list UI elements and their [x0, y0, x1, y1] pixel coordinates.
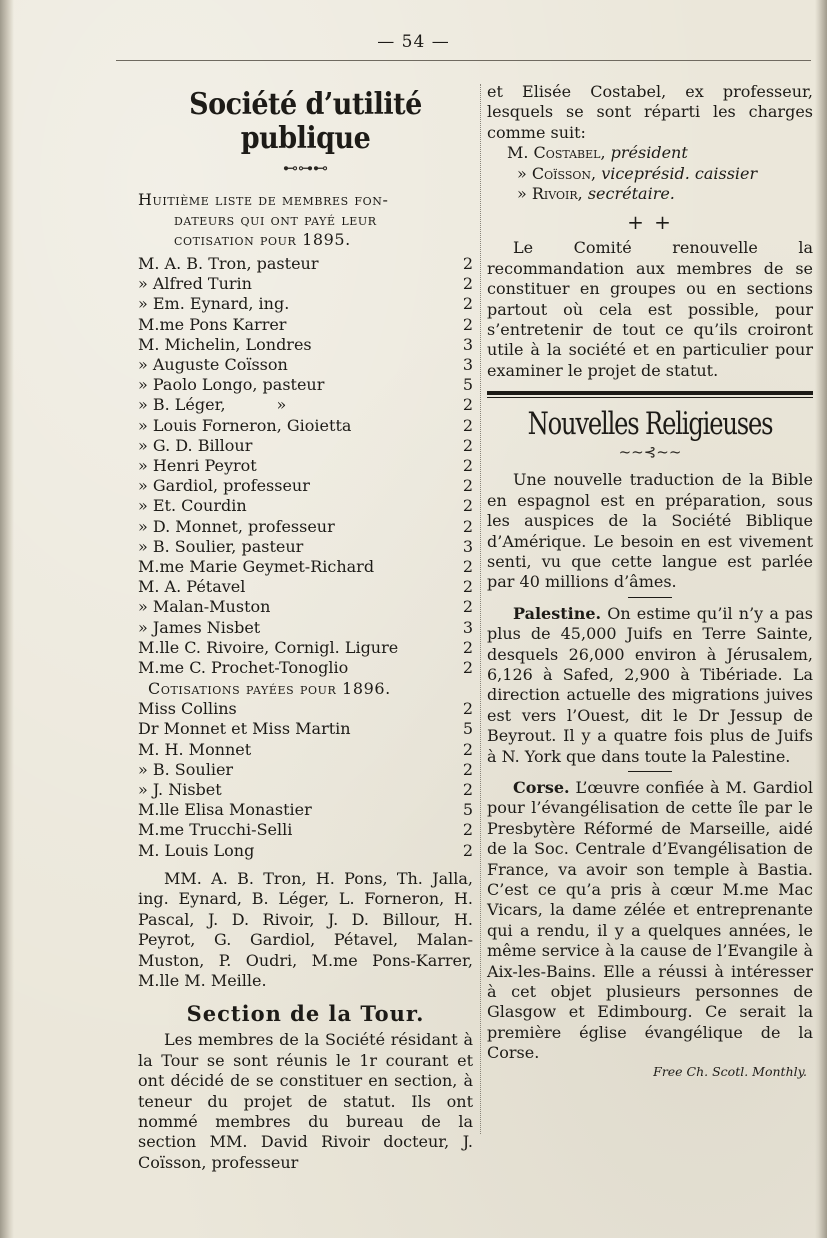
- member-name: M.lle C. Rivoire, Cornigl. Ligure: [138, 637, 399, 657]
- member-amount: 2: [462, 395, 473, 415]
- member-name: » B. Soulier: [138, 759, 234, 779]
- member-amount: 2: [462, 496, 473, 516]
- member-row: [138, 577, 473, 597]
- member-name: » Em. Eynard, ing.: [138, 294, 290, 314]
- officer-name: M. Costabel,: [507, 143, 606, 163]
- news-ornament: ~~⊰~~: [618, 443, 682, 462]
- member-row: [138, 456, 473, 476]
- member-row: [138, 841, 473, 861]
- member-amount: 2: [462, 435, 473, 455]
- officer-line: [507, 164, 813, 184]
- section-heavy-rule: [487, 391, 813, 395]
- member-amount: 5: [462, 800, 473, 820]
- member-name: » G. D. Billour: [138, 435, 253, 455]
- member-amount: 2: [462, 456, 473, 476]
- member-amount: 2: [462, 557, 473, 577]
- officer-name: » Coïsson,: [517, 163, 597, 183]
- member-name: » B. Soulier, pasteur: [138, 536, 304, 556]
- item-separator: [628, 771, 672, 772]
- member-name: M. H. Monnet: [138, 739, 252, 759]
- page-number: — 54 —: [377, 32, 450, 52]
- member-amount: 2: [462, 840, 473, 860]
- member-name: M. Michelin, Londres: [138, 334, 312, 354]
- officer-role: viceprésid. caissier: [601, 163, 758, 183]
- member-name: » Alfred Turin: [138, 274, 252, 294]
- founders-paragraph: MM. A. B. Tron, H. Pons, Th. Jalla, ing. Eynard, B. Léger, L. Forneron, H. Pascal, J. D. Rivoir, J. D. Billour, H. Peyrot, G. Gardiol, Pétavel, Malan-Muston, P. Oudri, M.me Pons-Karrer, M.lle M. Meille.: [138, 868, 473, 990]
- list-header-line: cotisation pour 1895.: [174, 230, 351, 249]
- source-credit: Free Ch. Scotl. Monthly.: [653, 1063, 807, 1079]
- left-column: [138, 82, 473, 1173]
- member-row: [138, 719, 473, 739]
- member-name: Dr Monnet et Miss Martin: [138, 719, 351, 739]
- continuation-paragraph: et Elisée Costabel, ex professeur, lesquels se sont réparti les charges comme suit:: [487, 82, 813, 142]
- member-amount: 3: [462, 334, 473, 354]
- member-amount: 3: [462, 536, 473, 556]
- member-amount: 2: [462, 274, 473, 294]
- member-name: M.me C. Prochet-Tonoglio: [138, 658, 349, 678]
- member-name: M.me Pons Karrer: [138, 314, 287, 334]
- member-row: [138, 740, 473, 760]
- member-row: [138, 537, 473, 557]
- header-1896: Cotisations payées pour 1896.: [148, 679, 391, 699]
- member-amount: 2: [462, 415, 473, 435]
- officer-role: secrétaire.: [587, 184, 675, 204]
- corse-keyword: Corse.: [513, 777, 570, 797]
- member-amount: 2: [462, 637, 473, 657]
- cross-ornament: + +: [627, 210, 673, 235]
- palestine-text: On estime qu’il n’y a pas plus de 45,000 Juifs en Terre Sainte, desquels 26,000 environ à Jérusalem, 6,126 à Safed, 2,900 à Tibériade. La direction actuelle des migrations juives est vers l’Ouest, dit le Dr Jessup de Beyrout. Il y a quatre fois plus de Juifs à N. York que dans toute la Palestine.: [487, 603, 814, 766]
- member-amount: 2: [462, 597, 473, 617]
- member-row: [138, 638, 473, 658]
- member-amount: 2: [462, 476, 473, 496]
- member-amount: 2: [462, 254, 473, 273]
- member-amount: 5: [462, 719, 473, 739]
- member-row: [138, 436, 473, 456]
- member-name: M.lle Elisa Monastier: [138, 800, 312, 820]
- members-1896-list: [138, 699, 473, 861]
- member-row: [138, 820, 473, 840]
- member-row: [138, 254, 473, 274]
- list-header-line: Huitième liste de membres fon-: [138, 190, 389, 209]
- member-row: [138, 517, 473, 537]
- right-column: [487, 82, 813, 1079]
- officer-line: [507, 143, 813, 163]
- member-name: M.me Marie Geymet-Richard: [138, 557, 375, 577]
- member-name: » Louis Forneron, Gioietta: [138, 415, 352, 435]
- member-row: [138, 476, 473, 496]
- member-name: » B. Léger, »: [138, 395, 287, 415]
- member-name: » D. Monnet, professeur: [138, 516, 335, 536]
- member-row: [138, 760, 473, 780]
- member-row: [138, 375, 473, 395]
- member-row: [138, 597, 473, 617]
- section-paragraph: Les membres de la Société résidant à la Tour se sont réunis le 1r courant et ont décidé de se constituer en section, à teneur du projet de statut. Ils ont nommé membres du bureau de la section MM. David Rivoir docteur, J. Coïsson, professeur: [138, 1030, 473, 1172]
- member-row: [138, 699, 473, 719]
- member-name: » Henri Peyrot: [138, 456, 257, 476]
- member-amount: 3: [462, 355, 473, 375]
- article-title: Société d’utilité publique: [189, 87, 422, 156]
- member-name: M. A. Pétavel: [138, 577, 246, 597]
- palestine-paragraph: [487, 604, 813, 767]
- list-header-line: dateurs qui ont payé leur: [174, 210, 377, 229]
- item-separator: [628, 597, 672, 598]
- member-row: [138, 416, 473, 436]
- member-name: M. A. B. Tron, pasteur: [138, 254, 319, 273]
- member-amount: 2: [462, 294, 473, 314]
- member-amount: 3: [462, 617, 473, 637]
- member-row: [138, 274, 473, 294]
- member-amount: 2: [462, 516, 473, 536]
- member-name: » Paolo Longo, pasteur: [138, 375, 325, 395]
- member-amount: 2: [462, 739, 473, 759]
- list-header: [138, 190, 473, 250]
- members-1895-list: [138, 254, 473, 678]
- member-amount: 2: [462, 759, 473, 779]
- column-divider: [480, 84, 481, 1134]
- section-title: Section de la Tour.: [186, 1001, 425, 1027]
- member-row: [138, 618, 473, 638]
- officer-line: [507, 184, 813, 204]
- member-row: [138, 335, 473, 355]
- member-row: [138, 355, 473, 375]
- member-row: [138, 315, 473, 335]
- member-row: [138, 395, 473, 415]
- member-name: Miss Collins: [138, 699, 237, 719]
- page-edge-right: [815, 0, 827, 1238]
- member-row: [138, 800, 473, 820]
- member-amount: 2: [462, 780, 473, 800]
- corse-paragraph: [487, 778, 813, 1064]
- member-name: » James Nisbet: [138, 617, 261, 637]
- bible-paragraph: Une nouvelle traduction de la Bible en espagnol est en préparation, sous les auspices de la Société Biblique d’Amérique. Le besoin en est vivement senti, vu que cette langue est parlée par 40 millions d’âmes.: [487, 470, 813, 592]
- member-row: [138, 294, 473, 314]
- section-thin-rule: [487, 397, 813, 398]
- comite-paragraph: Le Comité renouvelle la recommandation aux membres de se constituer en groupes ou en sections partout où cela est possible, pour s’entretenir de tout ce qu’ils croiront utile à la société et en particulier pour examiner le projet de statut.: [487, 238, 813, 380]
- member-amount: 2: [462, 820, 473, 840]
- member-name: » Auguste Coïsson: [138, 355, 288, 375]
- title-ornament: ⊷⊶⊷: [283, 159, 328, 177]
- member-row: [138, 658, 473, 678]
- member-row: [138, 496, 473, 516]
- member-amount: 2: [462, 658, 473, 678]
- officer-name: » Rivoir,: [517, 184, 583, 204]
- member-amount: 5: [462, 375, 473, 395]
- officers-list: [487, 143, 813, 204]
- news-title: Nouvelles Religieuses: [527, 406, 773, 443]
- officer-role: président: [610, 143, 688, 163]
- header-rule: [116, 60, 811, 61]
- member-name: » J. Nisbet: [138, 780, 222, 800]
- member-name: » Malan-Muston: [138, 597, 271, 617]
- member-amount: 2: [462, 699, 473, 719]
- member-row: [138, 557, 473, 577]
- member-name: » Gardiol, professeur: [138, 476, 310, 496]
- member-row: [138, 780, 473, 800]
- corse-text: L’œuvre confiée à M. Gardiol pour l’évangélisation de cette île par le Presbytère Réformé de Marseille, aidé de la Soc. Centrale d’Evangélisation de France, va avoir son temple à Bastia. C’est ce qu’a pris à cœur M.me Mac Vicars, la dame zélée et entreprenante qui a rendu, il y a quelques années, le même service à la cause de l’Evangile à Aix-les-Bains. Elle a réussi à intéresser à cet objet plusieurs personnes de Glasgow et Edimbourg. Ce serait la première église évangélique de la Corse.: [487, 777, 813, 1063]
- palestine-keyword: Palestine.: [513, 603, 602, 623]
- page-edge-left: [0, 0, 14, 1238]
- member-amount: 2: [462, 314, 473, 334]
- member-name: » Et. Courdin: [138, 496, 247, 516]
- member-name: M.me Trucchi-Selli: [138, 820, 293, 840]
- member-amount: 2: [462, 577, 473, 597]
- member-name: M. Louis Long: [138, 840, 255, 860]
